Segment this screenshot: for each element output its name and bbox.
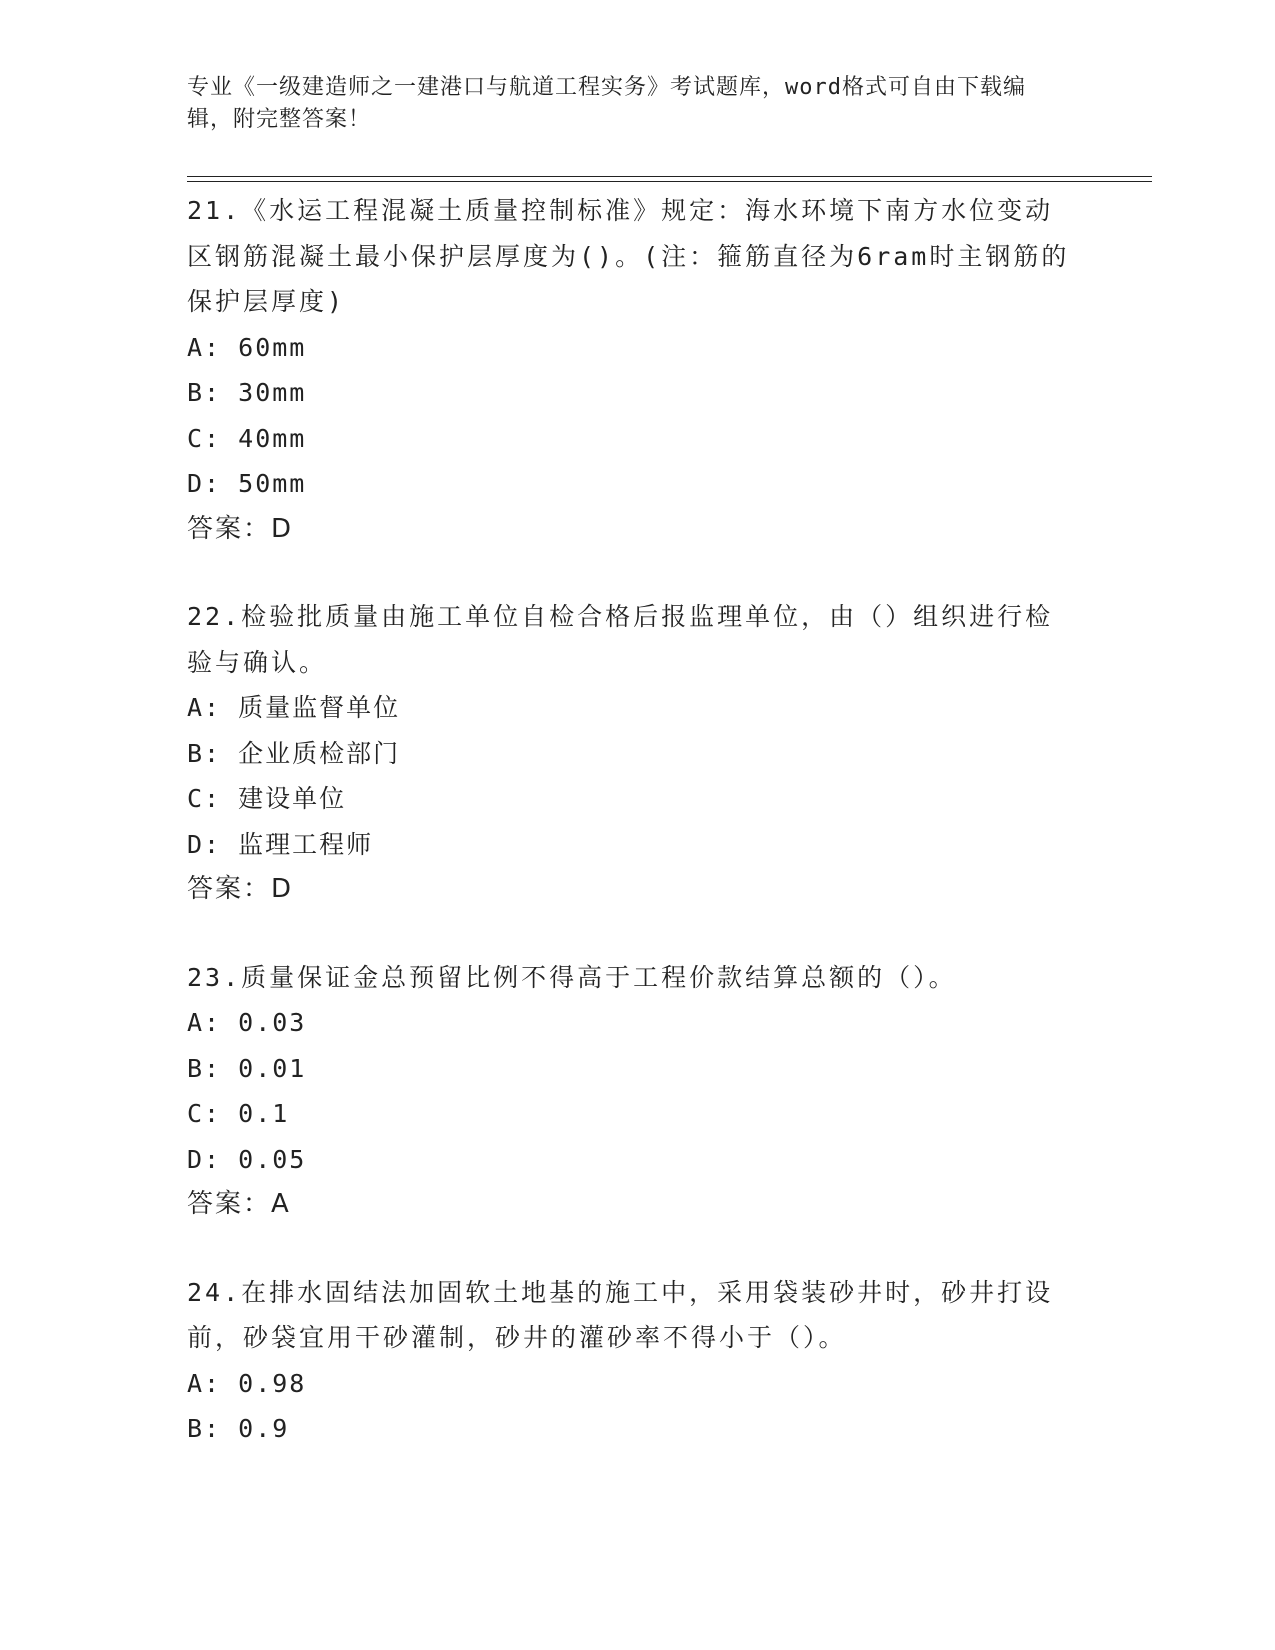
question-stem: 23.质量保证金总预留比例不得高于工程价款结算总额的（）。 [187, 962, 957, 992]
answer-line: 答案：D [187, 513, 294, 544]
option-d: D: 监理工程师 [187, 829, 374, 859]
option-b: B: 0.01 [187, 1053, 307, 1083]
option-b: B: 企业质检部门 [187, 738, 401, 768]
option-a: A: 60mm [187, 332, 307, 362]
option-c: C: 0.1 [187, 1099, 290, 1128]
option-a: A: 0.98 [187, 1368, 307, 1398]
question-stem: 24.在排水固结法加固软土地基的施工中，采用袋装砂井时，砂井打设前，砂袋宜用干砂灌制，砂井的灌砂率不得小于（）。 [187, 1277, 1054, 1352]
option-c: C: 建设单位 [187, 784, 347, 813]
question-stem: 22.检验批质量由施工单位自检合格后报监理单位，由（）组织进行检验与确认。 [187, 602, 1054, 677]
answer-line: 答案：D [187, 874, 294, 904]
question-22 [187, 594, 1077, 913]
option-a: A: 0.03 [187, 1008, 307, 1037]
question-list [187, 188, 1077, 1494]
option-b: B: 30mm [187, 378, 307, 407]
option-c: C: 40mm [187, 423, 307, 453]
answer-line: 答案：A [187, 1189, 291, 1219]
option-d: D: 50mm [187, 469, 307, 498]
question-24 [187, 1270, 1077, 1452]
option-b: B: 0.9 [187, 1414, 290, 1443]
question-stem: 21.《水运工程混凝土质量控制标准》规定：海水环境下南方水位变动区钢筋混凝土最小保护层厚度为()。(注：箍筋直径为6ram时主钢筋的保护层厚度) [187, 196, 1070, 316]
header-divider-top [187, 176, 1152, 177]
question-23 [187, 955, 1077, 1228]
document-header: 专业《一级建造师之一建港口与航道工程实务》考试题库，word格式可自由下载编辑，附完整答案！ [187, 75, 1026, 132]
option-a: A: 质量监督单位 [187, 693, 401, 722]
header-divider-bottom [187, 181, 1152, 182]
question-21 [187, 188, 1077, 552]
option-d: D: 0.05 [187, 1144, 307, 1174]
